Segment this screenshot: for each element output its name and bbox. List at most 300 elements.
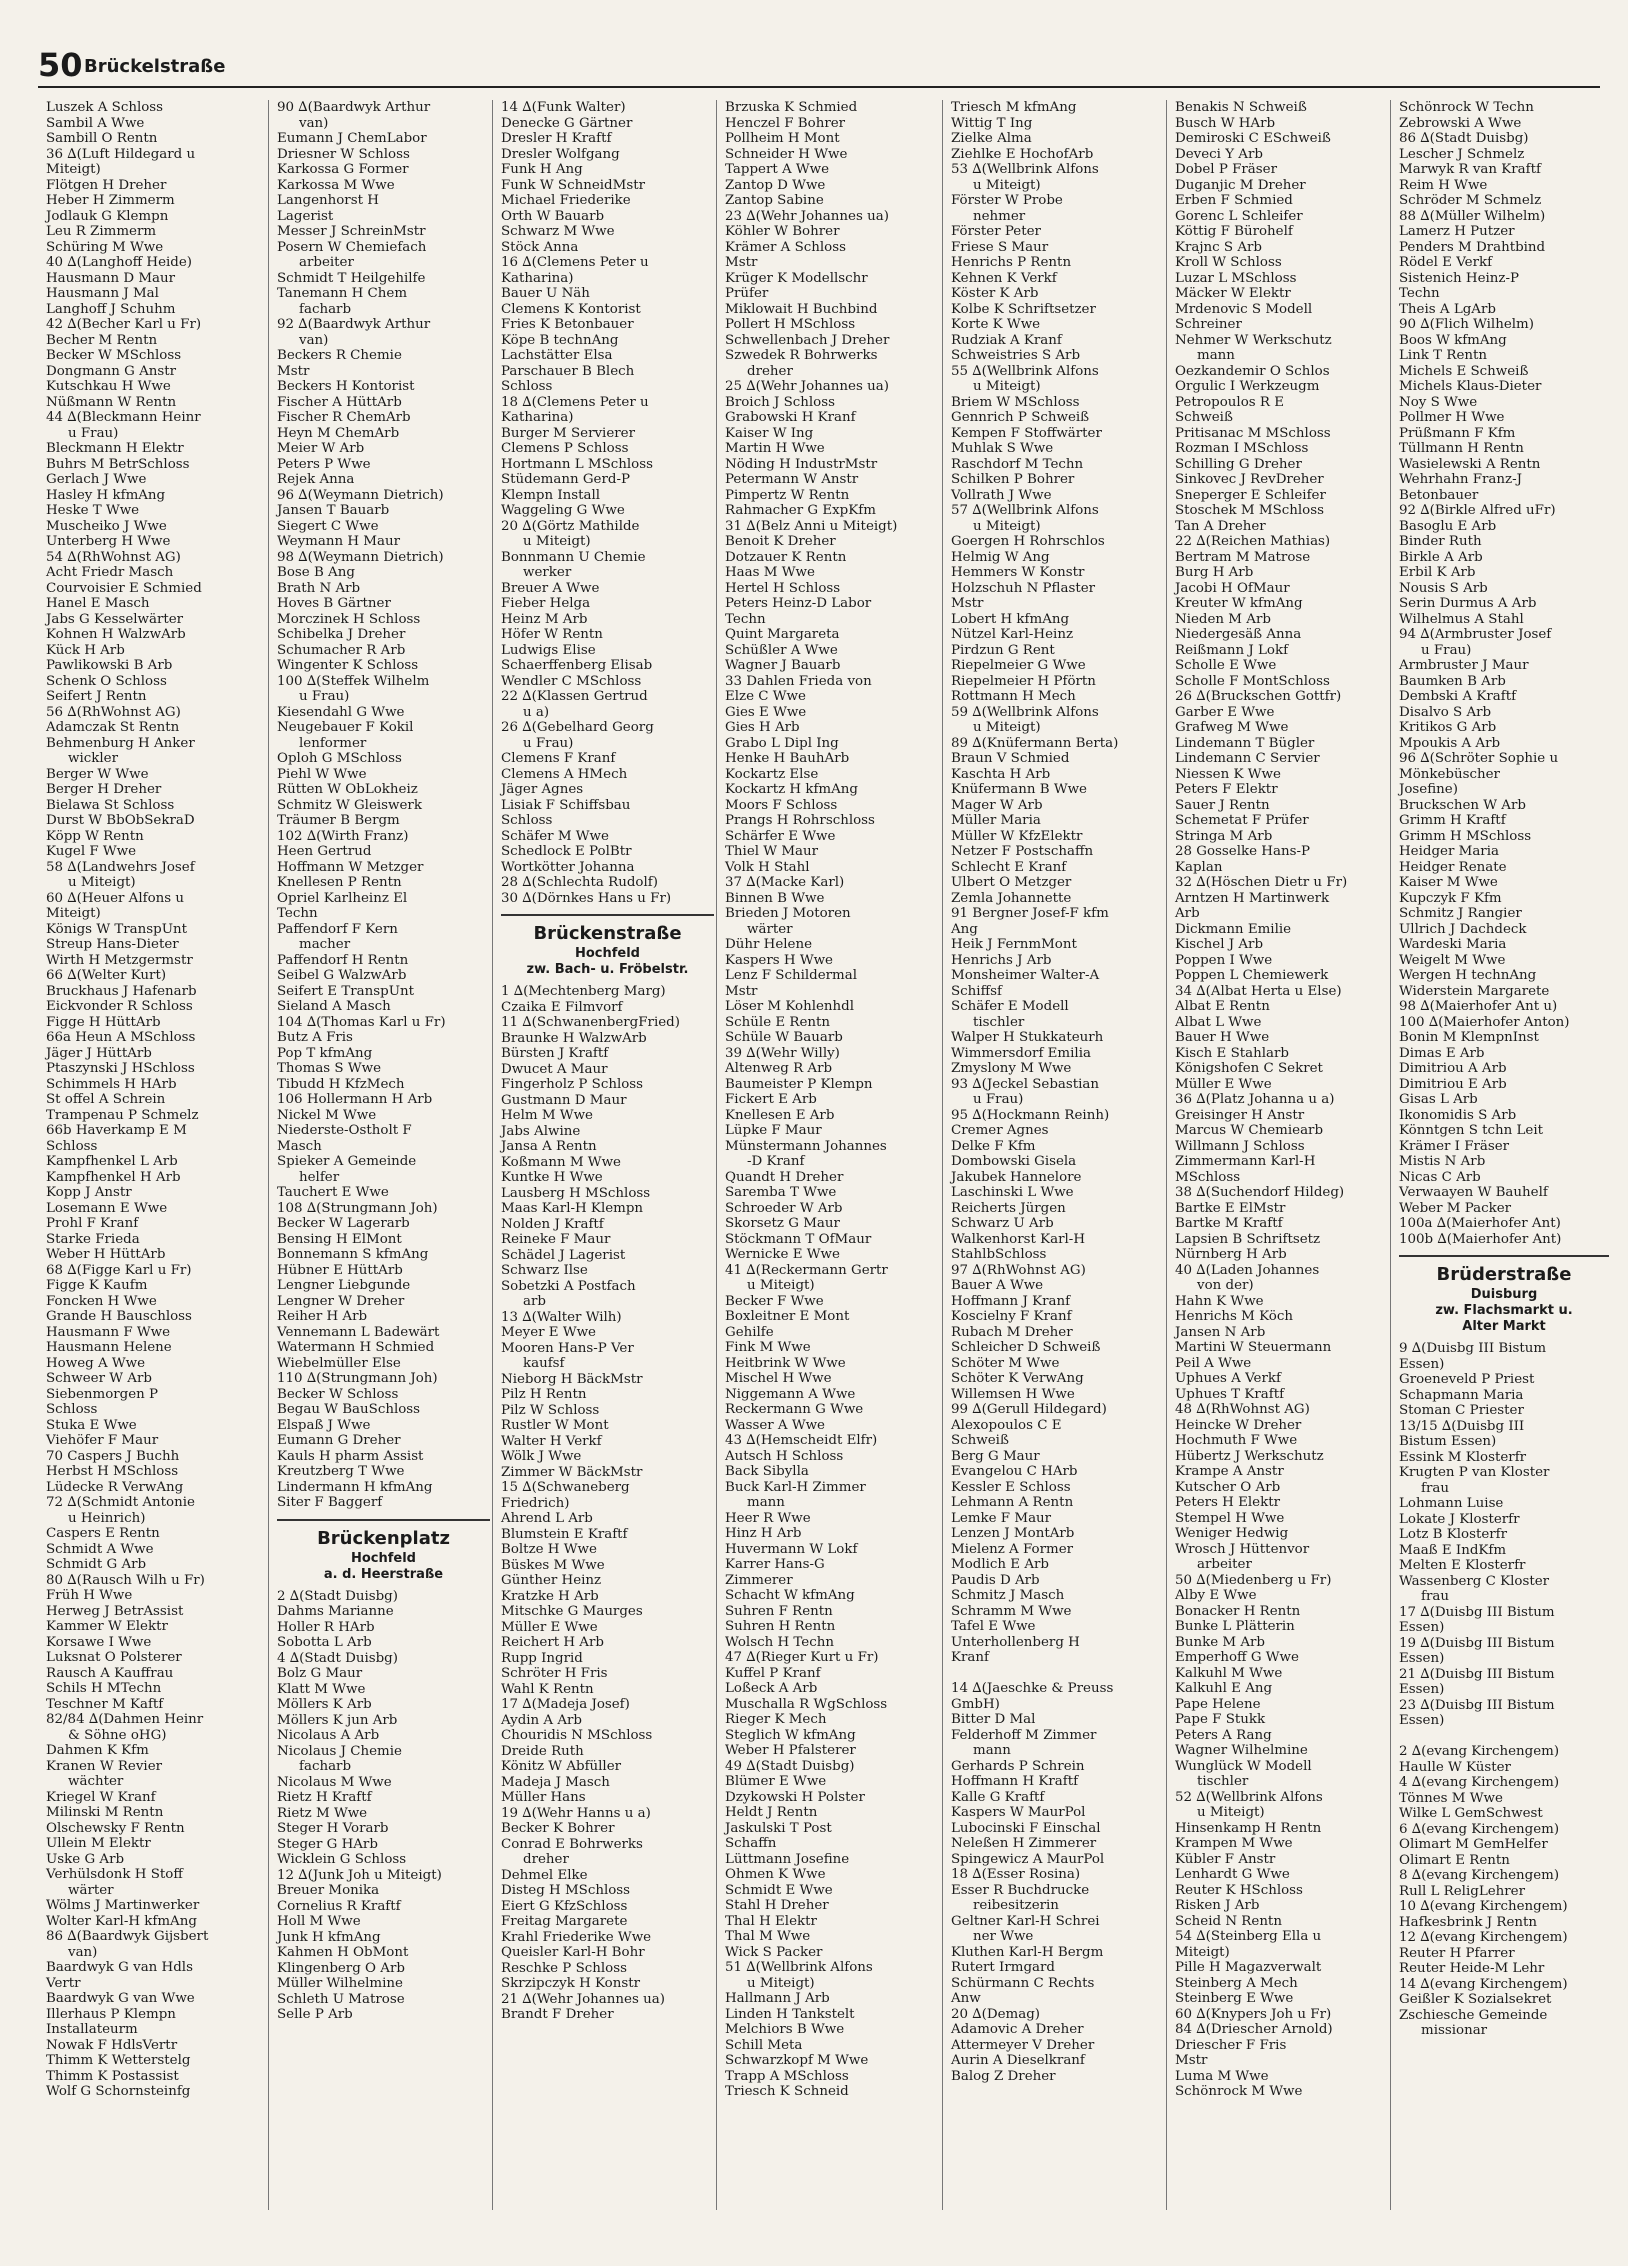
- directory-entry: 88 ∆(Müller Wilhelm): [1399, 208, 1546, 224]
- directory-entry: Brandt F Dreher: [501, 2007, 614, 2022]
- directory-entry: arb: [523, 1294, 546, 1309]
- directory-entry: Wergen H technAng: [1399, 968, 1537, 983]
- directory-entry: Kahmen H ObMont: [277, 1945, 409, 1960]
- directory-entry: Ziehlke E HochofArb: [951, 146, 1094, 162]
- directory-entry: Haas M Wwe: [725, 565, 815, 580]
- directory-entry: Reuter Heide-M Lehr: [1399, 1961, 1545, 1976]
- directory-entry: Breuer Monika: [277, 1883, 380, 1898]
- directory-entry: Becker W MSchloss: [46, 348, 182, 363]
- directory-entry: Kratzke H Arb: [501, 1588, 599, 1604]
- directory-entry: Schwarz U Arb: [951, 1216, 1054, 1231]
- directory-entry: Nürnberg H Arb: [1175, 1247, 1287, 1262]
- directory-entry: 19 ∆(Duisbg III Bistum: [1399, 1635, 1555, 1651]
- directory-entry: Kessler E Schloss: [951, 1479, 1071, 1495]
- directory-entry: Funk W SchneidMstr: [501, 177, 645, 193]
- directory-entry: Pilz H Rentn: [501, 1387, 587, 1402]
- directory-entry: Schacht W kfmAng: [725, 1588, 855, 1603]
- directory-entry: Kaschta H Arb: [951, 766, 1051, 782]
- directory-entry: Lisiak F Schiffsbau: [501, 797, 631, 813]
- directory-entry: 13/15 ∆(Duisbg III: [1399, 1418, 1525, 1434]
- directory-entry: Büskes M Wwe: [501, 1557, 605, 1573]
- directory-entry: Caspers E Rentn: [46, 1526, 160, 1541]
- directory-entry: 86 ∆(Stadt Duisbg): [1399, 131, 1529, 146]
- street-name: Brückenstraße: [533, 923, 682, 944]
- street-district-note: zw. Flachsmarkt u.: [1435, 1303, 1573, 1318]
- directory-entry: Freitag Margarete: [501, 1914, 628, 1929]
- directory-entry: Stöckmann T OfMaur: [725, 1231, 872, 1247]
- directory-entry: Hübner E HüttArb: [277, 1262, 403, 1278]
- directory-entry: van): [299, 332, 329, 348]
- directory-entry: Weber H Pfalsterer: [725, 1743, 856, 1758]
- directory-entry: Lausberg H MSchloss: [501, 1185, 651, 1201]
- directory-entry: Steger G HArb: [277, 1836, 378, 1852]
- directory-entry: Miklowait H Buchbind: [725, 301, 878, 317]
- directory-entry: Wölk J Wwe: [501, 1449, 582, 1464]
- directory-entry: u Frau): [523, 735, 574, 751]
- directory-entry: Dreide Ruth: [501, 1743, 584, 1759]
- directory-entry: Hoffmann J Kranf: [951, 1293, 1071, 1309]
- directory-entry: 50 ∆(Miedenberg u Fr): [1175, 1572, 1332, 1588]
- directory-entry: Kuffel P Kranf: [725, 1665, 821, 1681]
- directory-entry: Katharina): [501, 410, 574, 425]
- directory-entry: 92 ∆(Birkle Alfred uFr): [1399, 503, 1556, 518]
- directory-entry: Boltze H Wwe: [501, 1542, 597, 1557]
- directory-entry: Flötgen H Dreher: [46, 177, 167, 193]
- directory-entry: frau: [1421, 1589, 1449, 1604]
- directory-entry: Binnen B Wwe: [725, 890, 825, 906]
- directory-entry: Kockartz H kfmAng: [725, 782, 858, 797]
- directory-entry: 98 ∆(Maierhofer Ant u): [1399, 999, 1558, 1014]
- directory-entry: Orgulic I Werkzeugm: [1175, 379, 1320, 394]
- directory-entry: Vennemann L Badewärt: [277, 1324, 440, 1340]
- directory-entry: Träumer B Bergm: [277, 813, 400, 828]
- directory-entry: Dembski A Kraftf: [1399, 689, 1517, 704]
- directory-entry: Starke Frieda: [46, 1231, 140, 1247]
- directory-entry: Zmyslony M Wwe: [951, 1061, 1072, 1076]
- directory-entry: Becker K Bohrer: [501, 1821, 615, 1836]
- directory-entry: Rieger K Mech: [725, 1712, 827, 1727]
- directory-entry: Kempen F Stoffwärter: [951, 425, 1102, 441]
- directory-entry: Behmenburg H Anker: [46, 735, 195, 751]
- directory-entry: St offel A Schrein: [46, 1092, 166, 1107]
- directory-entry: u Miteigt): [973, 720, 1041, 735]
- directory-entry: Wolsch H Techn: [725, 1634, 834, 1650]
- directory-entry: Ikonomidis S Arb: [1399, 1107, 1517, 1123]
- directory-entry: [1399, 1729, 1609, 1745]
- directory-entry: Aydin A Arb: [501, 1712, 582, 1728]
- directory-entry: Unterberg H Wwe: [46, 534, 171, 549]
- directory-entry: u Miteigt): [68, 875, 136, 890]
- directory-entry: 36 ∆(Platz Johanna u a): [1175, 1092, 1335, 1107]
- directory-entry: missionar: [1421, 2023, 1488, 2038]
- directory-entry: 22 ∆(Reichen Mathias): [1175, 534, 1331, 549]
- directory-column-1: [38, 100, 265, 2210]
- directory-entry: Gehilfe: [725, 1324, 774, 1340]
- directory-entry: Prüfer: [725, 286, 769, 301]
- directory-entry: Kehnen K Verkf: [951, 270, 1057, 286]
- directory-entry: Wardeski Maria: [1399, 937, 1507, 952]
- directory-entry: 72 ∆(Schmidt Antonie: [46, 1495, 195, 1510]
- directory-entry: Hoffmann H Kraftf: [951, 1774, 1079, 1789]
- directory-entry: Kaspers H Wwe: [725, 952, 833, 968]
- directory-entry: Basoglu E Arb: [1399, 518, 1497, 534]
- street-district-note: Hochfeld: [350, 1550, 416, 1566]
- directory-entry: 22 ∆(Klassen Gertrud: [501, 689, 648, 704]
- directory-entry: Mpoukis A Arb: [1399, 735, 1501, 751]
- directory-entry: Laschinski L Wwe: [951, 1185, 1074, 1200]
- directory-entry: Pape F Stukk: [1175, 1712, 1266, 1727]
- directory-entry: Braun V Schmied: [951, 751, 1070, 766]
- directory-entry: Lokate J Klosterfr: [1399, 1511, 1520, 1527]
- directory-entry: Schreiner: [1175, 317, 1242, 332]
- directory-entry: 16 ∆(Clemens Peter u: [501, 255, 649, 270]
- directory-entry: Bose B Ang: [277, 565, 355, 580]
- directory-entry: Verwaayen W Bauhelf: [1399, 1185, 1548, 1200]
- directory-entry: Olschewsky F Rentn: [46, 1820, 185, 1836]
- directory-entry: Baumken B Arb: [1399, 673, 1506, 689]
- directory-entry: Scheid N Rentn: [1175, 1913, 1282, 1929]
- directory-entry: Sieland A Masch: [277, 999, 391, 1014]
- directory-entry: Mielenz A Former: [951, 1541, 1074, 1557]
- directory-entry: Hasley H kfmAng: [46, 487, 166, 503]
- directory-entry: Masch: [277, 1138, 322, 1154]
- directory-entry: Schärfer E Wwe: [725, 828, 836, 844]
- directory-entry: Loßeck A Arb: [725, 1681, 818, 1696]
- directory-entry: Albat L Wwe: [1175, 1014, 1262, 1030]
- directory-entry: Gies H Arb: [725, 720, 800, 735]
- directory-entry: Pilz W Schloss: [501, 1402, 600, 1418]
- directory-entry: 89 ∆(Knüfermann Berta): [951, 735, 1119, 751]
- directory-entry: Saremba T Wwe: [725, 1185, 837, 1200]
- directory-entry: Wick S Packer: [725, 1944, 823, 1960]
- directory-entry: ner Wwe: [973, 1929, 1034, 1944]
- directory-entry: Esser R Buchdrucke: [951, 1882, 1090, 1898]
- directory-entry: Baumeister P Klempn: [725, 1076, 873, 1092]
- directory-entry: Gerhards P Schrein: [951, 1758, 1085, 1774]
- directory-entry: 21 ∆(Duisbg III Bistum: [1399, 1666, 1555, 1682]
- directory-entry: Leu R Zimmerm: [46, 224, 157, 239]
- directory-entry: Uphues T Kraftf: [1175, 1386, 1285, 1402]
- directory-entry: Nousis S Arb: [1399, 580, 1488, 596]
- directory-entry: Heldt J Rentn: [725, 1805, 818, 1820]
- directory-entry: Hausmann J Mal: [46, 286, 159, 301]
- directory-entry: 4 ∆(evang Kirchengem): [1399, 1775, 1560, 1790]
- directory-entry: Triesch M kfmAng: [951, 100, 1077, 115]
- directory-entry: Mrdenovic S Modell: [1175, 301, 1313, 317]
- directory-entry: 4 ∆(Stadt Duisbg): [277, 1650, 398, 1666]
- directory-entry: Felderhoff M Zimmer: [951, 1727, 1097, 1743]
- directory-entry: Poppen I Wwe: [1175, 952, 1273, 968]
- directory-entry: Bürsten J Kraftf: [501, 1046, 609, 1061]
- directory-entry: Mstr: [1175, 2053, 1208, 2068]
- page-number: 50: [38, 46, 83, 84]
- directory-entry: Grande H Bauschloss: [46, 1309, 192, 1324]
- directory-entry: Tibudd H KfzMech: [277, 1076, 405, 1092]
- directory-entry: Trampenau P Schmelz: [46, 1107, 199, 1123]
- directory-entry: Kopp J Anstr: [46, 1185, 132, 1200]
- directory-entry: Lüttmann Josefine: [725, 1851, 850, 1867]
- directory-entry: Riepelmeier G Wwe: [951, 658, 1086, 673]
- directory-entry: u Miteigt): [973, 177, 1041, 193]
- directory-entry: Melten E Klosterfr: [1399, 1558, 1526, 1573]
- directory-entry: Lüdecke R VerwAng: [46, 1479, 184, 1495]
- directory-entry: facharb: [299, 1759, 352, 1774]
- directory-entry: Weber M Packer: [1399, 1200, 1512, 1216]
- directory-entry: Greisinger H Anstr: [1175, 1107, 1305, 1123]
- street-district-note: zw. Bach- u. Fröbelstr.: [526, 962, 689, 977]
- directory-entry: Bensing H ElMont: [277, 1231, 402, 1247]
- directory-entry: Fischer R ChemArb: [277, 410, 411, 425]
- directory-entry: Petermann W Anstr: [725, 472, 859, 487]
- directory-entry: Schweer W Arb: [46, 1371, 152, 1386]
- directory-entry: Delke F Kfm: [951, 1138, 1036, 1154]
- directory-entry: Mönkebüscher: [1399, 766, 1500, 782]
- directory-entry: Rustler W Mont: [501, 1418, 609, 1433]
- directory-entry: Eumann G Dreher: [277, 1433, 401, 1448]
- directory-entry: Clemens A HMech: [501, 766, 628, 782]
- directory-entry: Helmig W Ang: [951, 549, 1050, 565]
- directory-entry: Viehöfer F Maur: [46, 1433, 159, 1448]
- directory-entry: Hertel H Schloss: [725, 580, 841, 596]
- directory-entry: Ullrich J Dachdeck: [1399, 921, 1527, 937]
- directory-entry: Nicolaus A Arb: [277, 1728, 380, 1743]
- directory-entry: Katharina): [501, 270, 574, 286]
- directory-entry: Altenweg R Arb: [725, 1061, 833, 1076]
- directory-entry: Rejek Anna: [277, 472, 355, 487]
- directory-entry: Howeg A Wwe: [46, 1355, 146, 1371]
- directory-entry: Kübler F Anstr: [1175, 1851, 1276, 1867]
- directory-entry: Schmitz J Rangier: [1399, 906, 1522, 921]
- directory-entry: 11 ∆(SchwanenbergFried): [501, 1015, 680, 1030]
- directory-entry: Uske G Arb: [46, 1851, 125, 1867]
- directory-entry: Brath N Arb: [277, 580, 361, 596]
- directory-entry: Link T Rentn: [1399, 348, 1487, 363]
- directory-entry: Thimm K Wetterstelg: [46, 2053, 191, 2068]
- directory-entry: arbeiter: [299, 255, 354, 270]
- directory-entry: Lenz F Schildermal: [725, 968, 858, 983]
- directory-entry: Clemens F Kranf: [501, 751, 616, 766]
- directory-entry: Jansen N Arb: [1175, 1324, 1266, 1340]
- directory-entry: Mitschke G Maurges: [501, 1604, 643, 1619]
- directory-entry: Burger M Servierer: [501, 425, 635, 441]
- directory-entry: Junk H kfmAng: [277, 1929, 381, 1945]
- directory-entry: Butz A Fris: [277, 1030, 353, 1045]
- directory-entry: Schaerffenberg Elisab: [501, 658, 653, 673]
- directory-entry: Jäger J HüttArb: [46, 1045, 152, 1061]
- directory-entry: Dresler Wolfgang: [501, 146, 620, 162]
- directory-entry: Watermann H Schmied: [277, 1340, 435, 1355]
- directory-entry: Vertr: [46, 1975, 81, 1991]
- directory-entry: Bauer H Wwe: [1175, 1030, 1270, 1045]
- directory-entry: dreher: [747, 363, 793, 379]
- directory-entry: Rödel E Verkf: [1399, 255, 1493, 270]
- directory-entry: Mstr: [725, 255, 758, 270]
- directory-entry: Posern W Chemiefach: [277, 239, 427, 255]
- directory-entry: Jakubek Hannelore: [951, 1169, 1082, 1185]
- directory-entry: Queisler Karl-H Bohr: [501, 1945, 645, 1960]
- directory-entry: 56 ∆(RhWohnst AG): [46, 704, 181, 720]
- directory-entry: Briem W MSchloss: [951, 394, 1080, 410]
- directory-entry: Walter H Verkf: [501, 1433, 602, 1449]
- directory-entry: Wagner J Bauarb: [725, 658, 841, 673]
- directory-entry: Becker F Wwe: [725, 1293, 824, 1309]
- directory-entry: 66b Haverkamp E M: [46, 1123, 187, 1138]
- directory-entry: GmbH): [951, 1696, 1000, 1712]
- directory-entry: Piehl W Wwe: [277, 766, 367, 782]
- directory-entry: 98 ∆(Weymann Dietrich): [277, 549, 444, 565]
- directory-entry: Schmitz J Masch: [951, 1588, 1065, 1603]
- directory-entry: Klempn Install: [501, 487, 601, 503]
- directory-entry: facharb: [299, 301, 352, 317]
- directory-entry: Wölms J Martinwerker: [46, 1898, 200, 1913]
- directory-entry: Boxleitner E Mont: [725, 1309, 850, 1324]
- directory-entry: Sneperger E Schleifer: [1175, 487, 1326, 503]
- directory-entry: Walper H Stukkateurh: [951, 1030, 1104, 1045]
- directory-entry: Kaiser M Wwe: [1399, 875, 1498, 890]
- directory-entry: Schüßler A Wwe: [725, 642, 838, 658]
- directory-entry: 25 ∆(Wehr Johannes ua): [725, 379, 889, 394]
- directory-entry: Figge K Kaufm: [46, 1278, 148, 1293]
- directory-entry: Henrichs J Arb: [951, 952, 1052, 968]
- directory-entry: Noy S Wwe: [1399, 394, 1478, 410]
- directory-entry: Schenk O Schloss: [46, 673, 167, 689]
- directory-entry: Becher M Rentn: [46, 332, 158, 348]
- directory-entry: Königshofen C Sekret: [1175, 1061, 1323, 1076]
- directory-entry: Schüring M Wwe: [46, 239, 164, 255]
- directory-entry: Kreuter W kfmAng: [1175, 596, 1303, 611]
- directory-entry: Korsawe I Wwe: [46, 1634, 152, 1650]
- directory-entry: Hinsenkamp H Rentn: [1175, 1820, 1322, 1836]
- directory-entry: Deveci Y Arb: [1175, 146, 1263, 162]
- directory-entry: Opriel Karlheinz El: [277, 890, 408, 906]
- directory-entry: Neleßen H Zimmerer: [951, 1836, 1097, 1851]
- directory-entry: 106 Hollermann H Arb: [277, 1092, 433, 1107]
- directory-entry: Waggeling G Wwe: [501, 503, 625, 518]
- directory-entry: Selle P Arb: [277, 2007, 353, 2022]
- directory-entry: Siegert C Wwe: [277, 518, 379, 534]
- directory-entry: Hübertz J Werkschutz: [1175, 1448, 1324, 1464]
- directory-column-2: [268, 100, 490, 2210]
- directory-entry: Penders M Drahtbind: [1399, 239, 1546, 255]
- directory-entry: Nicolaus M Wwe: [277, 1774, 392, 1790]
- directory-entry: Schwarzkopf M Wwe: [725, 2053, 869, 2068]
- directory-entry: Münstermann Johannes: [725, 1138, 887, 1154]
- directory-entry: Schweiß: [951, 1433, 1009, 1448]
- street-name: Brückenplatz: [317, 1527, 450, 1549]
- directory-entry: Seifert J Rentn: [46, 689, 147, 704]
- directory-entry: Dwucet A Maur: [501, 1061, 608, 1077]
- directory-entry: Schmitz W Gleiswerk: [277, 797, 422, 813]
- directory-entry: Fink M Wwe: [725, 1340, 811, 1355]
- directory-entry: Rottmann H Mech: [951, 689, 1076, 704]
- directory-entry: arbeiter: [1197, 1557, 1252, 1572]
- directory-entry: Pollheim H Mont: [725, 131, 840, 146]
- directory-entry: Groeneveld P Priest: [1399, 1372, 1535, 1387]
- directory-entry: Wittig T Ing: [951, 115, 1033, 131]
- directory-entry: Kisch E Stahlarb: [1175, 1045, 1289, 1061]
- directory-entry: Kritikos G Arb: [1399, 720, 1497, 735]
- directory-entry: van): [68, 1944, 98, 1960]
- directory-entry: Hausmann F Wwe: [46, 1324, 171, 1340]
- directory-entry: Autsch H Schloss: [725, 1448, 844, 1464]
- directory-entry: Kuntke H Wwe: [501, 1170, 603, 1185]
- directory-entry: wärter: [68, 1882, 114, 1898]
- directory-entry: Serin Durmus A Arb: [1399, 596, 1537, 611]
- directory-entry: Blumstein E Kraftf: [501, 1526, 628, 1542]
- directory-entry: 51 ∆(Wellbrink Alfons: [725, 1960, 873, 1975]
- directory-entry: mann: [747, 1495, 785, 1510]
- directory-entry: Zimmer W BäckMstr: [501, 1464, 643, 1480]
- directory-entry: Henke H BauhArb: [725, 751, 850, 766]
- directory-entry: Marwyk R van Kraftf: [1399, 162, 1541, 177]
- directory-entry: Broich J Schloss: [725, 394, 835, 410]
- directory-entry: Poppen L Chemiewerk: [1175, 968, 1329, 983]
- directory-entry: Grabowski H Kranf: [725, 410, 856, 425]
- directory-entry: Dahms Marianne: [277, 1604, 394, 1619]
- directory-entry: Wingenter K Schloss: [277, 658, 419, 673]
- directory-entry: 1 ∆(Mechtenberg Marg): [501, 984, 666, 999]
- directory-entry: Baardwyk G van Hdls: [46, 1960, 193, 1975]
- directory-entry: wärter: [747, 921, 793, 937]
- directory-entry: Langhoff J Schuhm: [46, 301, 176, 317]
- directory-entry: Miteigt): [46, 162, 101, 177]
- directory-entry: Schedlock E PolBtr: [501, 844, 632, 859]
- directory-entry: Müller W KfzElektr: [951, 828, 1083, 844]
- directory-entry: 15 ∆(Schwaneberg: [501, 1480, 630, 1495]
- directory-entry: Essen): [1399, 1651, 1445, 1666]
- directory-entry: mann: [1197, 348, 1235, 363]
- directory-entry: Könitz W Abfüller: [501, 1759, 622, 1774]
- directory-entry: Bonnemann S kfmAng: [277, 1247, 429, 1262]
- directory-entry: Rull L ReligLehrer: [1399, 1883, 1525, 1899]
- directory-entry: 110 ∆(Strungmann Joh): [277, 1371, 438, 1386]
- directory-entry: Buhrs M BetrSchloss: [46, 456, 190, 472]
- directory-entry: Muhlak S Wwe: [951, 441, 1054, 456]
- directory-entry: Essen): [1399, 1356, 1445, 1372]
- directory-entry: Thal M Wwe: [725, 1929, 811, 1944]
- directory-entry: Binder Ruth: [1399, 534, 1482, 549]
- directory-entry: 18 ∆(Esser Rosina): [951, 1867, 1081, 1882]
- directory-entry: Adamovic A Dreher: [951, 2022, 1084, 2037]
- directory-entry: Wasser A Wwe: [725, 1417, 825, 1433]
- directory-entry: Bleckmann H Elektr: [46, 441, 184, 456]
- directory-entry: Elspaß J Wwe: [277, 1417, 371, 1433]
- directory-entry: Pille H Magazverwalt: [1175, 1960, 1322, 1975]
- directory-entry: Holzschuh N Pflaster: [951, 580, 1096, 596]
- directory-entry: Zschiesche Gemeinde: [1399, 2007, 1548, 2023]
- directory-entry: Schroeder W Arb: [725, 1200, 843, 1216]
- directory-entry: Lindermann H kfmAng: [277, 1479, 433, 1495]
- directory-entry: Reiher H Arb: [277, 1309, 368, 1324]
- directory-entry: Durst W BbObSekraD: [46, 813, 195, 828]
- directory-entry: 59 ∆(Wellbrink Alfons: [951, 704, 1099, 720]
- directory-entry: Figge H HüttArb: [46, 1014, 161, 1030]
- directory-entry: 14 ∆(Jaeschke & Preuss: [951, 1681, 1114, 1696]
- directory-entry: Kluthen Karl-H Bergm: [951, 1944, 1104, 1960]
- directory-entry: Garber E Wwe: [1175, 704, 1275, 720]
- directory-entry: Hoffmann W Metzger: [277, 859, 424, 875]
- directory-entry: Bruckschen W Arb: [1399, 797, 1526, 813]
- directory-entry: Sobotta L Arb: [277, 1635, 372, 1650]
- directory-entry: Reichert H Arb: [501, 1635, 604, 1650]
- directory-entry: Stringa M Arb: [1175, 828, 1273, 844]
- directory-entry: Martini W Steuermann: [1175, 1340, 1332, 1355]
- directory-entry: Rozman I MSchloss: [1175, 441, 1309, 456]
- directory-entry: Kreutzberg T Wwe: [277, 1464, 405, 1479]
- directory-entry: 93 ∆(Jeckel Sebastian: [951, 1076, 1100, 1092]
- directory-entry: Zemla Johannette: [951, 890, 1072, 906]
- directory-entry: Reschke P Schloss: [501, 1960, 627, 1976]
